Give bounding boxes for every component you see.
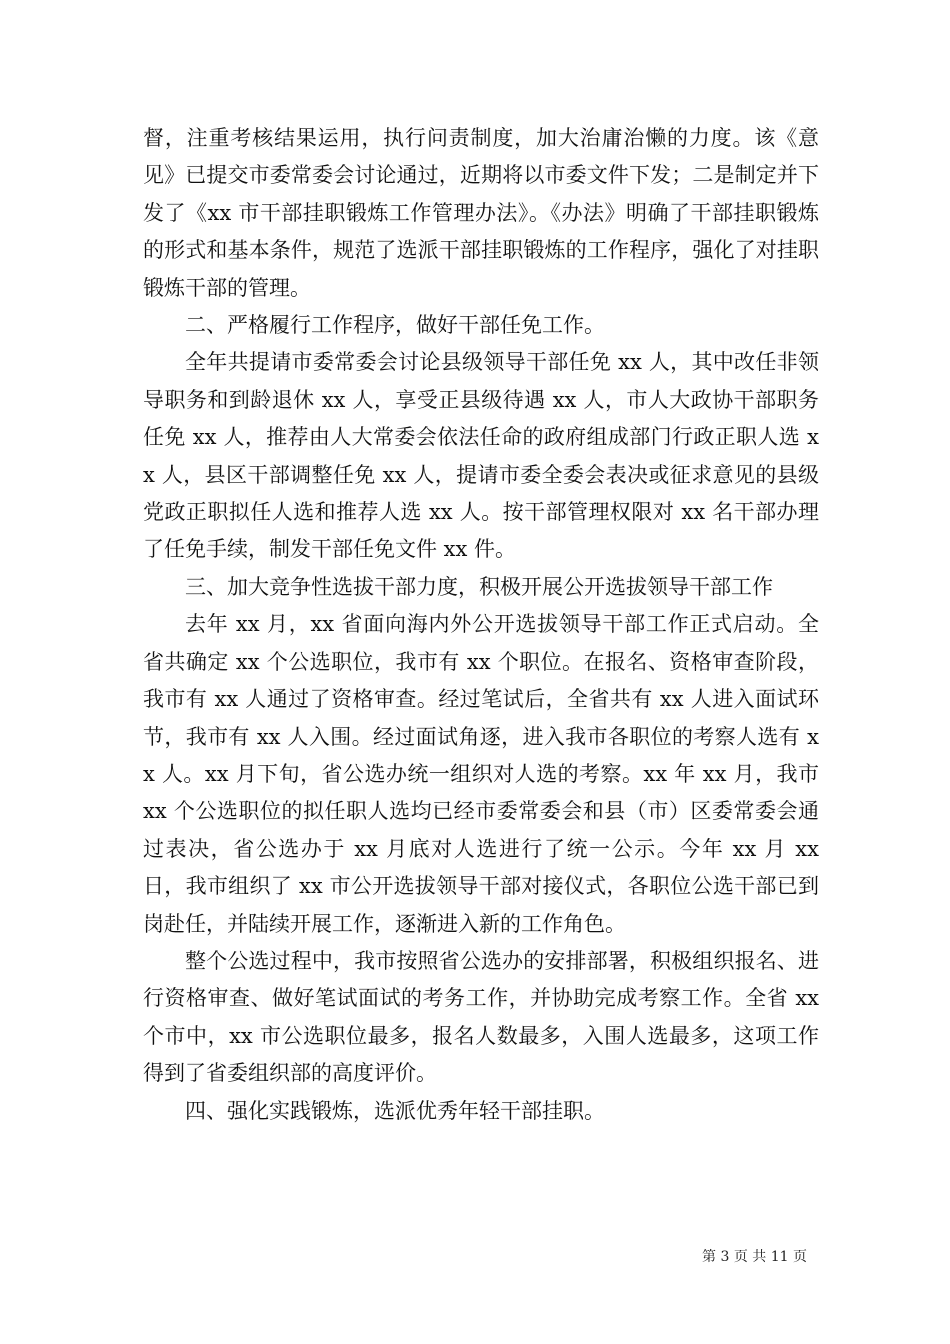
section-heading-3: 三、加大竞争性选拔干部力度，积极开展公开选拔领导干部工作 bbox=[185, 574, 773, 599]
section-heading-4: 四、强化实践锻炼，选派优秀年轻干部挂职。 bbox=[185, 1098, 605, 1123]
paragraph-selection-process: 整个公选过程中，我市按照省公选办的安排部署，积极组织报名、进行资格审查、做好笔试面试的考务工作，并协助完成考察工作。全省 xx 个市中，xx 市公选职位最多，报名人数最多，入围人选最多，这项工作得到了省委组织部的高度评价。 bbox=[143, 948, 819, 1086]
paragraph-appointments: 全年共提请市委常委会讨论县级领导干部任免 xx 人，其中改任非领导职务和到龄退休 xx 人，享受正县级待遇 xx 人，市人大政协干部职务任免 xx 人，推荐由人大常委会依法任命的政府组成部门行政正职人选 xx 人，县区干部调整任免 xx 人，提请市委全委会表决或征求意见的县级党政正职拟任人选和推荐人选 xx 人。按干部管理权限对 xx 名干部办理了任免手续，制发干部任免文件 xx 件。 bbox=[143, 350, 819, 562]
document-body bbox=[143, 120, 819, 1130]
section-heading-2: 二、严格履行工作程序，做好干部任免工作。 bbox=[185, 313, 605, 338]
page-number: 第 3 页 共 11 页 bbox=[702, 1249, 807, 1265]
paragraph-continuation: 督，注重考核结果运用，执行问责制度，加大治庸治懒的力度。该《意见》已提交市委常委会讨论通过，近期将以市委文件下发；二是制定并下发了《xx 市干部挂职锻炼工作管理办法》。《办法》明确了干部挂职锻炼的形式和基本条件，规范了选派干部挂职锻炼的工作程序，强化了对挂职锻炼干部的管理。 bbox=[143, 126, 819, 300]
paragraph-public-selection: 去年 xx 月，xx 省面向海内外公开选拔领导干部工作正式启动。全省共确定 xx 个公选职位，我市有 xx 个职位。在报名、资格审查阶段，我市有 xx 人通过了资格审查。经过笔试后，全省共有 xx 人进入面试环节，我市有 xx 人入围。经过面试角逐，进入我市各职位的考察人选有 xx 人。xx 月下旬，省公选办统一组织对人选的考察。xx 年 xx 月，我市 xx 个公选职位的拟任职人选均已经市委常委会和县（市）区委常委会通过表决，省公选办于 xx 月底对人选进行了统一公示。今年 xx 月 xx 日，我市组织了 xx 市公开选拔领导干部对接仪式，各职位公选干部已到岗赴任，并陆续开展工作，逐渐进入新的工作角色。 bbox=[143, 612, 819, 936]
